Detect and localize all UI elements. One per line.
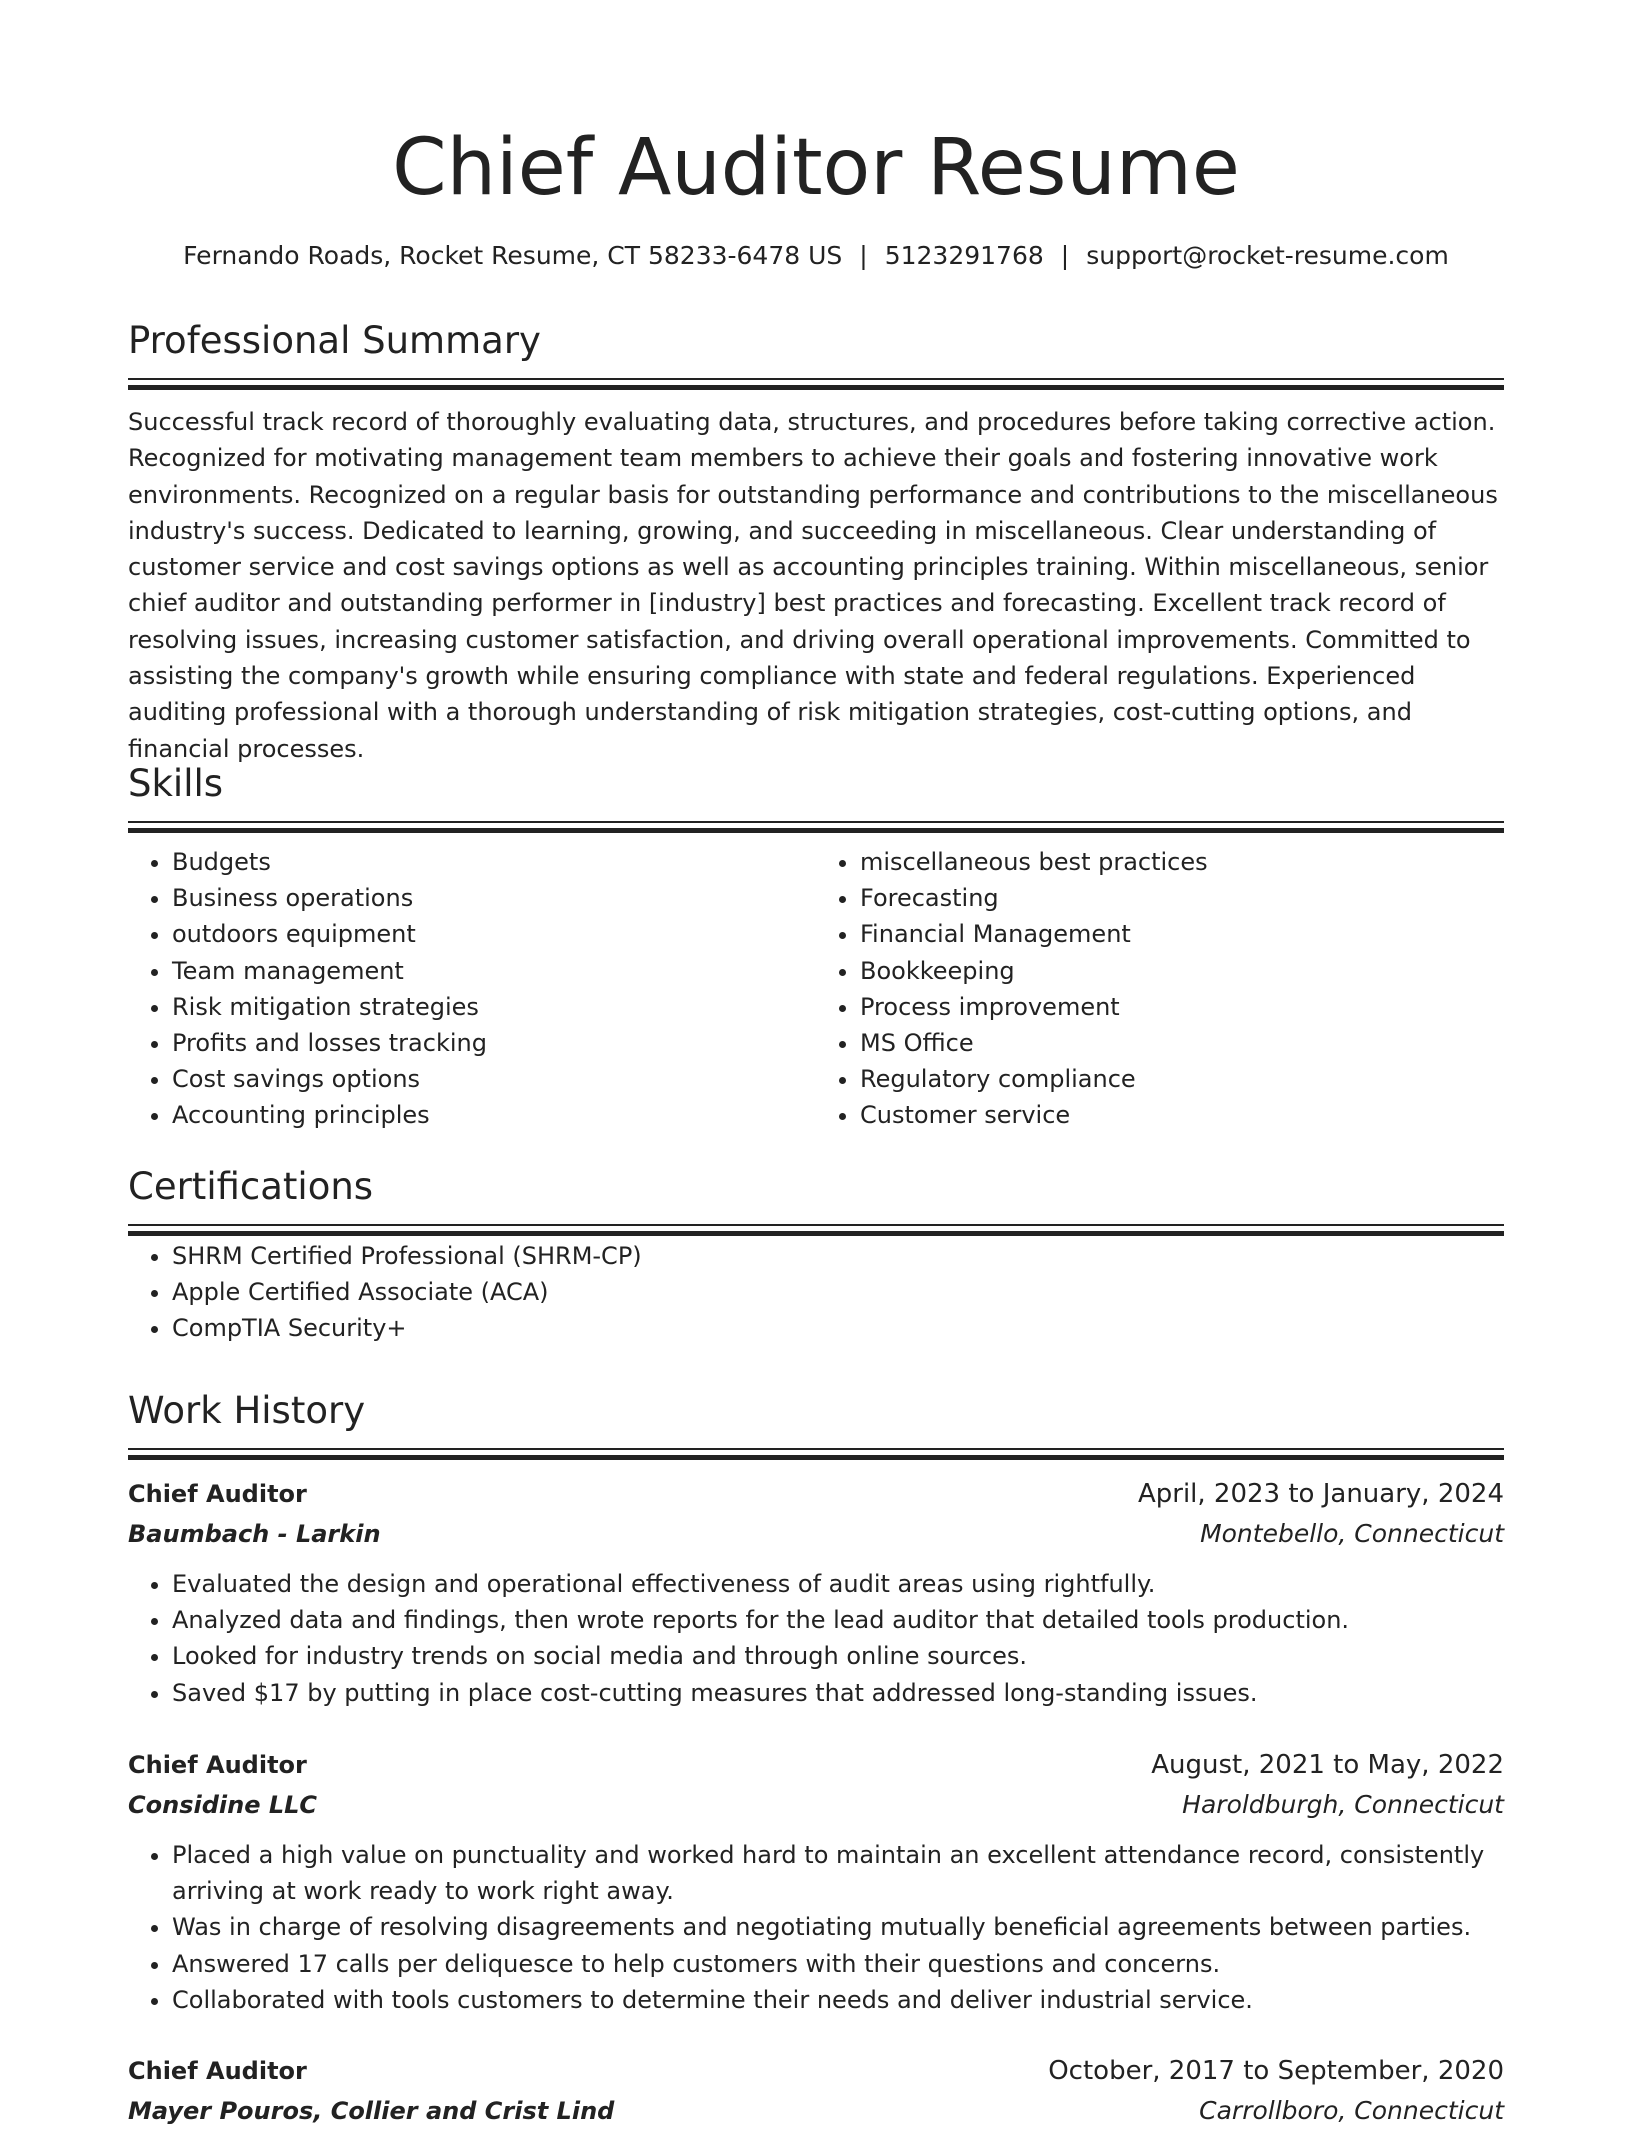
- job-entry: [128, 1745, 1504, 2018]
- section-heading: Work History: [128, 1389, 366, 1432]
- contact-separator: |: [1060, 241, 1070, 270]
- job-bullet: • Collaborated with tools customers to determine their needs and deliver industrial service.: [172, 1982, 1504, 2018]
- skills-section: [128, 759, 1504, 1134]
- skill-item: • MS Office: [860, 1025, 1504, 1061]
- job-company: Mayer Pouros, Collier and Crist Lind: [128, 2097, 615, 2125]
- certification-item: • CompTIA Security+: [172, 1310, 1504, 1346]
- skill-item: • miscellaneous best practices: [860, 844, 1504, 880]
- job-location: Carrollboro, Connecticut: [1199, 2096, 1504, 2125]
- certification-item: • Apple Certified Associate (ACA): [172, 1274, 1504, 1310]
- page-title: Chief Auditor Resume: [392, 123, 1240, 213]
- job-title: Chief Auditor: [128, 2057, 307, 2085]
- skill-item: • Regulatory compliance: [860, 1061, 1504, 1097]
- certifications-section: [128, 1162, 1504, 1347]
- skills-grid: [128, 844, 1504, 1134]
- skill-item: • Bookkeeping: [860, 953, 1504, 989]
- skill-item: • Business operations: [172, 880, 816, 916]
- job-dates: October, 2017 to September, 2020: [1048, 2056, 1504, 2086]
- job-company: Baumbach - Larkin: [128, 1520, 381, 1548]
- job-bullet: • Placed a high value on punctuality and worked hard to maintain an excellent attendance record, consistently arriving at work ready to work right away.: [172, 1837, 1504, 1909]
- skill-item: • Accounting principles: [172, 1097, 816, 1133]
- job-location: Haroldburgh, Connecticut: [1182, 1790, 1504, 1819]
- job-bullets: [128, 1566, 1504, 1711]
- section-heading: Professional Summary: [128, 319, 541, 362]
- skill-item: • Process improvement: [860, 989, 1504, 1025]
- summary-text: Successful track record of thoroughly evaluating data, structures, and procedures before taking corrective action. Recognized for motivating management team members to achieve their goals and fostering innovative work environments. Recognized on a regular basis for outstanding performance and contributions to the miscellaneous industry's success. Dedicated to learning, growing, and succeeding in miscellaneous. Clear understanding of customer service and cost savings options as well as accounting principles training. Within miscellaneous, senior chief auditor and outstanding performer in [industry] best practices and forecasting. Excellent track record of resolving issues, increasing customer satisfaction, and driving overall operational improvements. Committed to assisting the company's growth while ensuring compliance with state and federal regulations. Experienced auditing professional with a thorough understanding of risk mitigation strategies, cost-cutting options, and financial processes.: [128, 408, 1498, 763]
- job-location: Montebello, Connecticut: [1200, 1519, 1504, 1548]
- job-bullets: [128, 1837, 1504, 2018]
- job-bullet: • Evaluated the design and operational effectiveness of audit areas using rightfully.: [172, 1566, 1504, 1602]
- contact-address: Fernando Roads, Rocket Resume, CT 58233-6478 US: [183, 241, 843, 270]
- section-heading: Certifications: [128, 1165, 374, 1208]
- section-divider: [128, 1448, 1504, 1462]
- section-divider: [128, 378, 1504, 392]
- skills-list-right: [816, 844, 1504, 1134]
- job-dates: August, 2021 to May, 2022: [1151, 1750, 1504, 1780]
- job-title: Chief Auditor: [128, 1751, 307, 1779]
- contact-email: support@rocket-resume.com: [1086, 241, 1449, 270]
- section-heading: Skills: [128, 762, 224, 805]
- job-company: Considine LLC: [128, 1791, 318, 1819]
- section-divider: [128, 821, 1504, 835]
- summary-section: [128, 316, 1504, 767]
- contact-phone: 5123291768: [884, 241, 1044, 270]
- contact-line: [128, 238, 1504, 274]
- job-dates: April, 2023 to January, 2024: [1137, 1479, 1504, 1509]
- skill-item: • Team management: [172, 953, 816, 989]
- section-divider: [128, 1224, 1504, 1238]
- job-entry: [128, 1474, 1504, 1711]
- job-bullet: • Looked for industry trends on social media and through online sources.: [172, 1638, 1504, 1674]
- certification-item: • SHRM Certified Professional (SHRM-CP): [172, 1238, 1504, 1274]
- job-bullet: • Saved $17 by putting in place cost-cutting measures that addressed long-standing issues.: [172, 1675, 1504, 1711]
- job-entry: [128, 2051, 1504, 2131]
- skill-item: • Budgets: [172, 844, 816, 880]
- contact-separator: |: [859, 241, 868, 270]
- skill-item: • Customer service: [860, 1097, 1504, 1133]
- skills-list-left: [128, 844, 816, 1134]
- skill-item: • outdoors equipment: [172, 916, 816, 952]
- work-history-section: [128, 1386, 1504, 1462]
- certifications-list: [128, 1238, 1504, 1347]
- job-title: Chief Auditor: [128, 1480, 307, 1508]
- skill-item: • Risk mitigation strategies: [172, 989, 816, 1025]
- job-bullet: • Analyzed data and findings, then wrote reports for the lead auditor that detailed tools production.: [172, 1602, 1504, 1638]
- job-bullet: • Answered 17 calls per deliquesce to help customers with their questions and concerns.: [172, 1946, 1504, 1982]
- skill-item: • Cost savings options: [172, 1061, 816, 1097]
- skill-item: • Forecasting: [860, 880, 1504, 916]
- skill-item: • Profits and losses tracking: [172, 1025, 816, 1061]
- job-bullet: • Was in charge of resolving disagreements and negotiating mutually beneficial agreements between parties.: [172, 1909, 1504, 1945]
- skill-item: • Financial Management: [860, 916, 1504, 952]
